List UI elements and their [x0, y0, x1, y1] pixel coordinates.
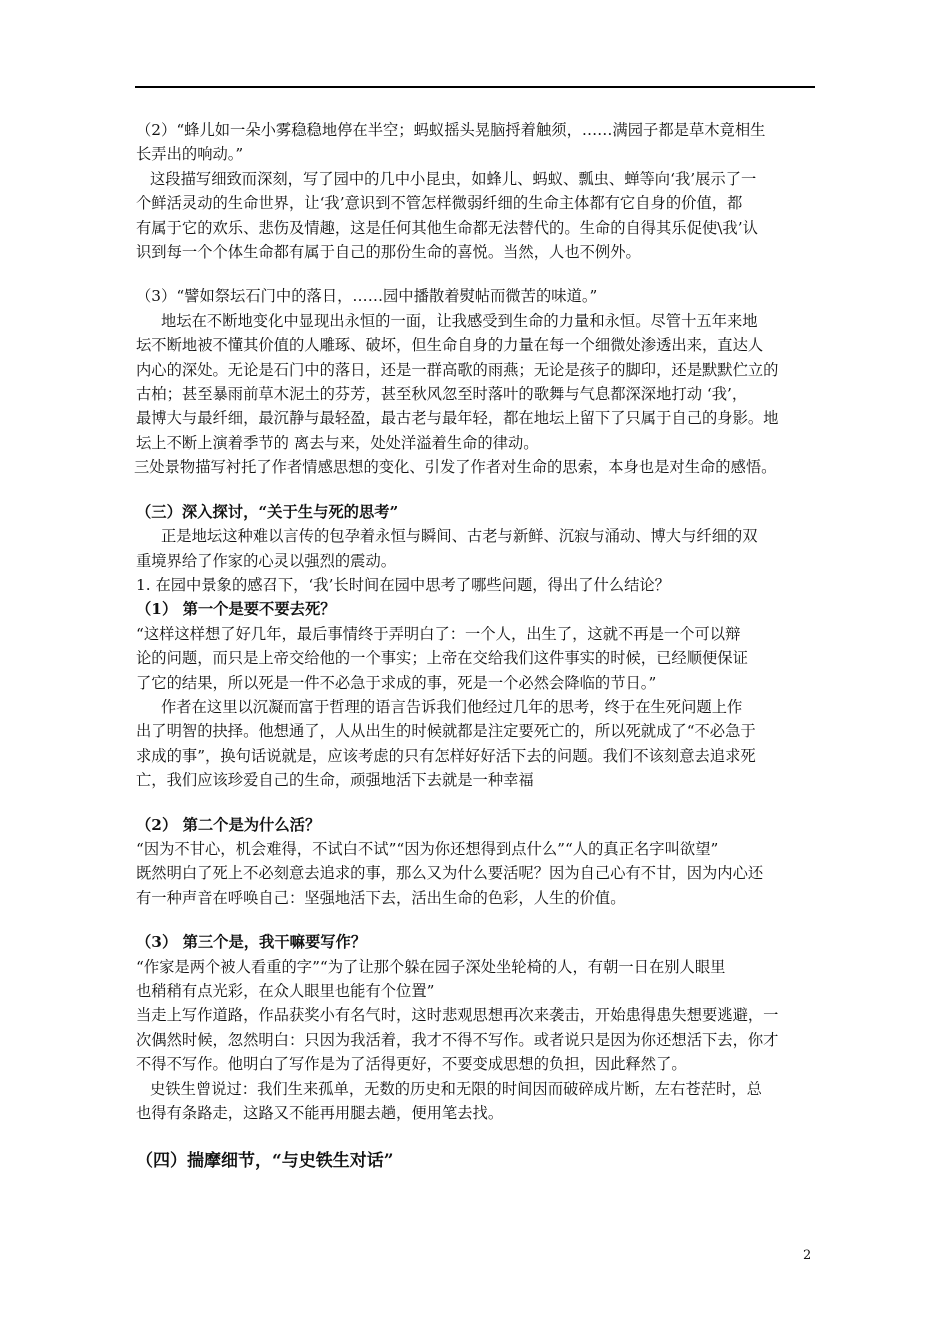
quote-2-line-2: 长弄出的响动。” [136, 145, 244, 164]
spacer [136, 480, 820, 500]
paragraph-line: “因为不甘心，机会难得，不试白不试”“因为你还想得到点什么”“人的真正名字叫欲望” [136, 839, 719, 858]
paragraph-line: 内心的深处。无论是石门中的落日，还是一群高歌的雨燕；无论是孩子的脚印，还是默默伫立的 [136, 360, 779, 379]
paragraph-line: 有属于它的欢乐、悲伤及情趣，这是任何其他生命都无法替代的。生命的自得其乐促使\我’认 [136, 218, 758, 237]
paragraph-line: “作家是两个被人看重的字”“为了让那个躲在园子深处坐轮椅的人，有朝一日在别人眼里 [136, 957, 726, 976]
quote-line: 了它的结果，所以死是一件不必急于求成的事，死是一个必然会降临的节日。” [136, 673, 657, 692]
paragraph-line: 最博大与最纤细，最沉静与最轻盈，最古老与最年轻，都在地坛上留下了只属于自己的身影。地 [136, 409, 779, 428]
spacer [136, 264, 820, 284]
paragraph-line: 正是地坛这种难以言传的包孕着永恒与瞬间、古老与新鲜、沉寂与涌动、博大与纤细的双 [161, 527, 758, 546]
quote-2-line-1: （2）“蜂儿如一朵小雾稳稳地停在半空；蚂蚁摇头晃脑捋着触须，……满园子都是草木竟相生 [136, 121, 766, 139]
quote-3: （3）“譬如祭坛石门中的落日，……园中播散着熨帖而微苦的味道。” [136, 287, 598, 306]
question-3-heading: （3） 第三个是，我干嘛要写作？ [136, 933, 367, 952]
page-body [136, 118, 820, 1175]
paragraph-line: 古柏；甚至暴雨前草木泥土的芬芳，甚至秋风忽至时落叶的歌舞与气息都深深地打动 ‘我’， [136, 385, 748, 404]
quote-line: 论的问题，而只是上帝交给他的一个事实；上帝在交给我们这件事实的时候，已经顺便保证 [136, 649, 748, 668]
spacer [136, 793, 820, 813]
question-2-heading: （2） 第二个是为什么活？ [136, 815, 321, 834]
paragraph-line: 求成的事”，换句话说就是，应该考虑的只有怎样好好活下去的问题。我们不该刻意去追求死 [136, 746, 756, 765]
section-3-heading: （三）深入探讨，“关于生与死的思考” [136, 502, 399, 521]
question-line: 1. 在园中景象的感召下，‘我’长时间在园中思考了哪些问题，得出了什么结论？ [136, 575, 670, 594]
paragraph-line: 地坛在不断地变化中显现出永恒的一面，让我感受到生命的力量和永恒。尽管十五年来地 [161, 311, 758, 330]
paragraph-line: 这段描写细致而深刻，写了园中的几中小昆虫，如蜂儿、蚂蚁、瓢虫、蝉等向‘我’展示了一 [150, 169, 757, 188]
paragraph-line: 重境界给了作家的心灵以强烈的震动。 [136, 551, 397, 570]
paragraph-line: 坛不断地被不懂其价值的人雕琢、破坏，但生命自身的力量在每一个细微处渗透出来，直达人 [136, 336, 764, 355]
header-rule [135, 86, 815, 88]
paragraph-line: 不得不写作。他明白了写作是为了活得更好，不要变成思想的负担，因此释然了。 [136, 1055, 687, 1074]
paragraph-line: 也得有条路走，这路又不能再用腿去趟，便用笔去找。 [136, 1104, 504, 1123]
paragraph-line: 也稍稍有点光彩，在众人眼里也能有个位置” [136, 982, 435, 1000]
spacer [136, 1125, 820, 1147]
summary-line: 三处景物描写衬托了作者情感思想的变化、引发了作者对生命的思索，本身也是对生命的感悟。 [134, 458, 777, 477]
paragraph-line: 史铁生曾说过：我们生来孤单，无数的历史和无限的时间因而破碎成片断，左右苍茫时，总 [150, 1079, 762, 1098]
paragraph-line: 亡，我们应该珍爱自己的生命，顽强地活下去就是一种幸福 [136, 771, 534, 790]
paragraph-line: 次偶然时候，忽然明白：只因为我活着，我才不得不写作。或者说只是因为你还想活下去，你才 [136, 1030, 779, 1049]
paragraph-line: 当走上写作道路，作品获奖小有名气时，这时悲观思想再次来袭击，开始患得患失想要逃避，一 [136, 1006, 779, 1025]
page-number: 2 [803, 1248, 812, 1263]
paragraph-line: 既然明白了死上不必刻意去追求的事，那么又为什么要活呢？因为自己心有不甘，因为内心还 [136, 864, 764, 883]
paragraph-line: 个鲜活灵动的生命世界，让‘我’意识到不管怎样微弱纤细的生命主体都有它自身的价值，都 [136, 194, 743, 213]
question-1-heading: （1） 第一个是要不要去死？ [136, 600, 336, 619]
paragraph-line: 有一种声音在呼唤自己：坚强地活下去，活出生命的色彩，人生的价值。 [136, 888, 626, 907]
section-4-heading: （四）揣摩细节，“与史铁生对话” [136, 1151, 394, 1172]
paragraph-line: 作者在这里以沉凝而富于哲理的语言告诉我们他经过几年的思考，终于在生死问题上作 [161, 697, 743, 716]
paragraph-line: 坛上不断上演着季节的 离去与来，处处洋溢着生命的律动。 [136, 433, 539, 452]
spacer [136, 910, 820, 930]
quote-line: “这样这样想了好几年，最后事情终于弄明白了：一个人，出生了，这就不再是一个可以辩 [136, 624, 741, 643]
paragraph-line: 出了明智的抉择。他想通了，人从出生的时候就都是注定要死亡的，所以死就成了“不必急于 [136, 722, 756, 741]
paragraph-line: 识到每一个个体生命都有属于自己的那份生命的喜悦。当然，人也不例外。 [136, 243, 641, 262]
